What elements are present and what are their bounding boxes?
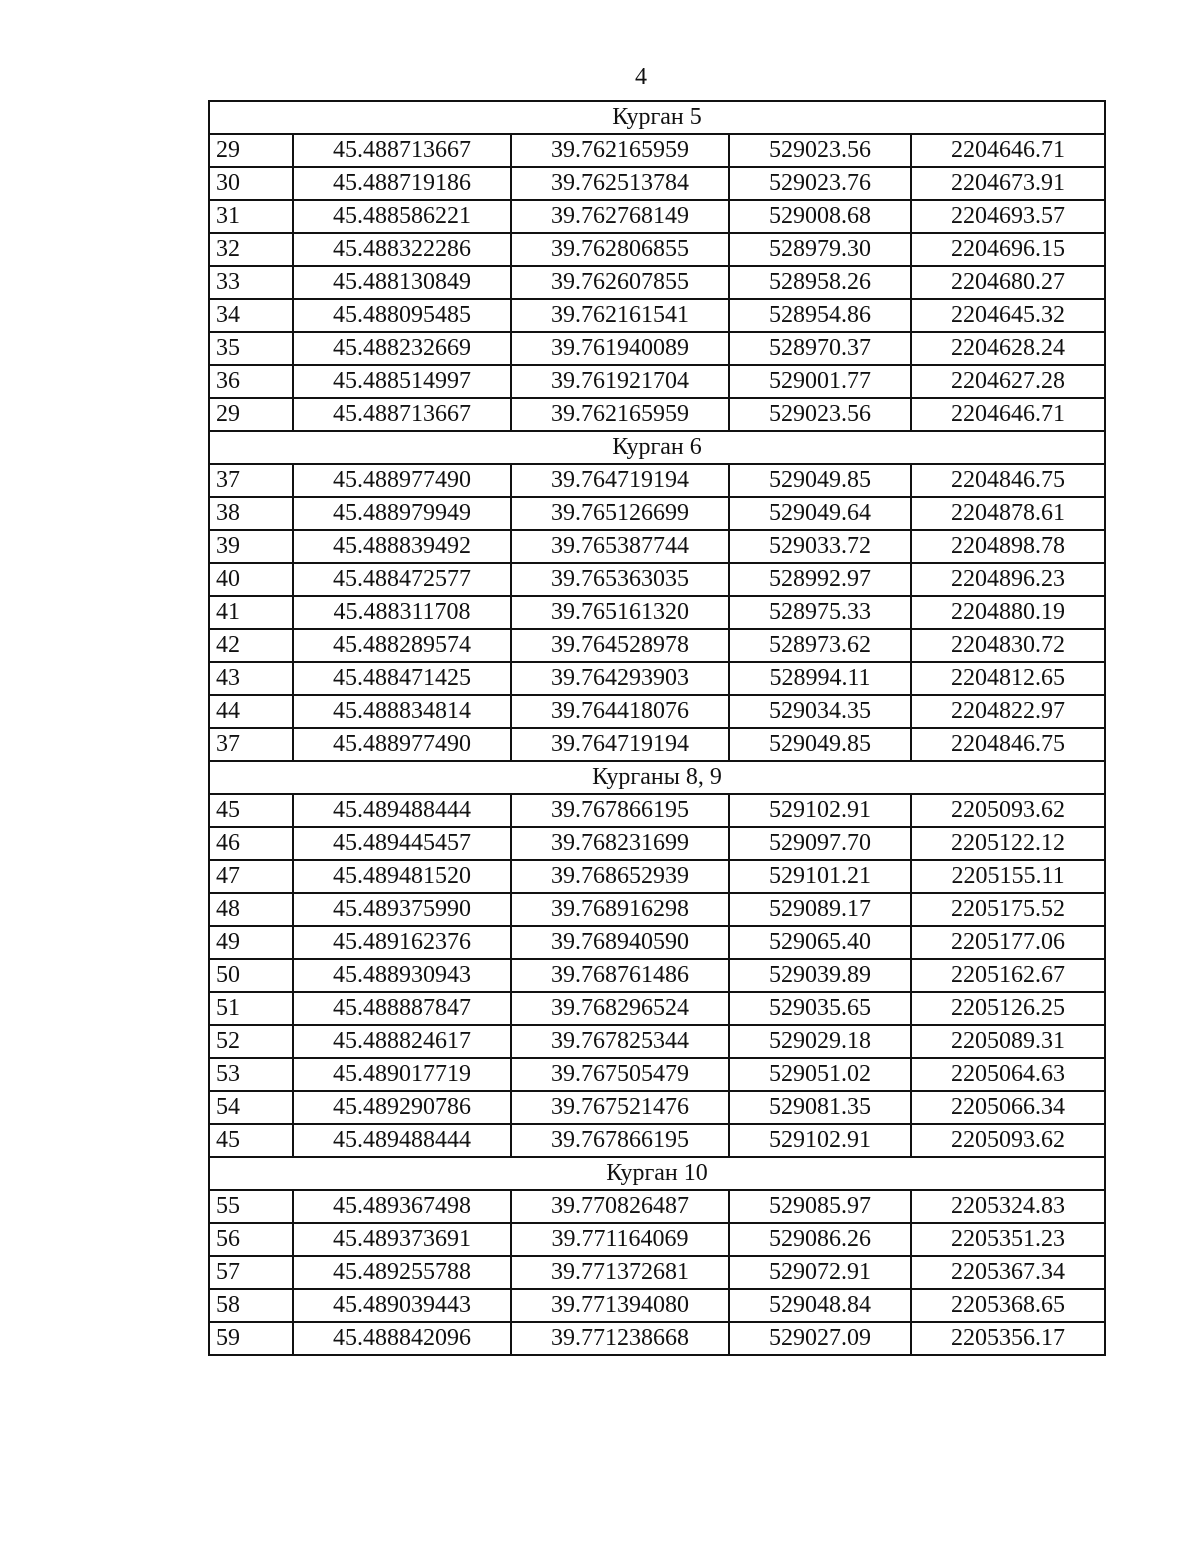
- x-coordinate-cell: 529051.02: [729, 1058, 911, 1091]
- x-coordinate-cell: 528970.37: [729, 332, 911, 365]
- latitude-cell: 45.488713667: [293, 134, 511, 167]
- latitude-cell: 45.488472577: [293, 563, 511, 596]
- x-coordinate-cell: 529049.64: [729, 497, 911, 530]
- x-coordinate-cell: 529102.91: [729, 1124, 911, 1157]
- point-number-cell: 37: [209, 464, 293, 497]
- latitude-cell: 45.489255788: [293, 1256, 511, 1289]
- latitude-cell: 45.489367498: [293, 1190, 511, 1223]
- latitude-cell: 45.488887847: [293, 992, 511, 1025]
- y-coordinate-cell: 2205356.17: [911, 1322, 1105, 1355]
- table-row: [209, 794, 1105, 827]
- point-number-cell: 46: [209, 827, 293, 860]
- longitude-cell: 39.770826487: [511, 1190, 729, 1223]
- y-coordinate-cell: 2205162.67: [911, 959, 1105, 992]
- point-number-cell: 51: [209, 992, 293, 1025]
- table-row: [209, 1190, 1105, 1223]
- y-coordinate-cell: 2204646.71: [911, 398, 1105, 431]
- point-number-cell: 39: [209, 530, 293, 563]
- section-title: Курган 5: [209, 101, 1105, 134]
- latitude-cell: 45.488289574: [293, 629, 511, 662]
- x-coordinate-cell: 528975.33: [729, 596, 911, 629]
- table-row: [209, 266, 1105, 299]
- section-title: Курганы 8, 9: [209, 761, 1105, 794]
- y-coordinate-cell: 2205155.11: [911, 860, 1105, 893]
- table-row: [209, 497, 1105, 530]
- latitude-cell: 45.489488444: [293, 794, 511, 827]
- point-number-cell: 37: [209, 728, 293, 761]
- longitude-cell: 39.768652939: [511, 860, 729, 893]
- x-coordinate-cell: 529081.35: [729, 1091, 911, 1124]
- y-coordinate-cell: 2204696.15: [911, 233, 1105, 266]
- longitude-cell: 39.764418076: [511, 695, 729, 728]
- y-coordinate-cell: 2205093.62: [911, 1124, 1105, 1157]
- latitude-cell: 45.488471425: [293, 662, 511, 695]
- point-number-cell: 50: [209, 959, 293, 992]
- y-coordinate-cell: 2204846.75: [911, 464, 1105, 497]
- table-row: [209, 299, 1105, 332]
- x-coordinate-cell: 528994.11: [729, 662, 911, 695]
- latitude-cell: 45.489488444: [293, 1124, 511, 1157]
- longitude-cell: 39.765387744: [511, 530, 729, 563]
- latitude-cell: 45.488824617: [293, 1025, 511, 1058]
- x-coordinate-cell: 529029.18: [729, 1025, 911, 1058]
- point-number-cell: 33: [209, 266, 293, 299]
- latitude-cell: 45.489481520: [293, 860, 511, 893]
- latitude-cell: 45.488713667: [293, 398, 511, 431]
- table-row: [209, 1289, 1105, 1322]
- latitude-cell: 45.488834814: [293, 695, 511, 728]
- x-coordinate-cell: 529034.35: [729, 695, 911, 728]
- latitude-cell: 45.489445457: [293, 827, 511, 860]
- table-row: [209, 1058, 1105, 1091]
- x-coordinate-cell: 529085.97: [729, 1190, 911, 1223]
- latitude-cell: 45.489375990: [293, 893, 511, 926]
- longitude-cell: 39.771372681: [511, 1256, 729, 1289]
- page-number: 4: [635, 64, 647, 90]
- longitude-cell: 39.764719194: [511, 464, 729, 497]
- longitude-cell: 39.762768149: [511, 200, 729, 233]
- latitude-cell: 45.489017719: [293, 1058, 511, 1091]
- x-coordinate-cell: 528954.86: [729, 299, 911, 332]
- point-number-cell: 47: [209, 860, 293, 893]
- x-coordinate-cell: 528973.62: [729, 629, 911, 662]
- point-number-cell: 34: [209, 299, 293, 332]
- x-coordinate-cell: 529097.70: [729, 827, 911, 860]
- table-row: [209, 1025, 1105, 1058]
- point-number-cell: 41: [209, 596, 293, 629]
- y-coordinate-cell: 2204896.23: [911, 563, 1105, 596]
- x-coordinate-cell: 529035.65: [729, 992, 911, 1025]
- section-header-row: [209, 101, 1105, 134]
- y-coordinate-cell: 2204680.27: [911, 266, 1105, 299]
- point-number-cell: 43: [209, 662, 293, 695]
- latitude-cell: 45.488977490: [293, 728, 511, 761]
- coordinates-table-body: [209, 101, 1105, 1355]
- point-number-cell: 36: [209, 365, 293, 398]
- y-coordinate-cell: 2205066.34: [911, 1091, 1105, 1124]
- latitude-cell: 45.488586221: [293, 200, 511, 233]
- longitude-cell: 39.768761486: [511, 959, 729, 992]
- table-row: [209, 233, 1105, 266]
- longitude-cell: 39.762806855: [511, 233, 729, 266]
- longitude-cell: 39.771394080: [511, 1289, 729, 1322]
- longitude-cell: 39.762165959: [511, 134, 729, 167]
- y-coordinate-cell: 2205324.83: [911, 1190, 1105, 1223]
- point-number-cell: 29: [209, 134, 293, 167]
- table-row: [209, 530, 1105, 563]
- y-coordinate-cell: 2204878.61: [911, 497, 1105, 530]
- latitude-cell: 45.489162376: [293, 926, 511, 959]
- table-row: [209, 563, 1105, 596]
- longitude-cell: 39.765363035: [511, 563, 729, 596]
- table-row: [209, 167, 1105, 200]
- coordinates-table: [208, 100, 1106, 1356]
- y-coordinate-cell: 2205126.25: [911, 992, 1105, 1025]
- latitude-cell: 45.488130849: [293, 266, 511, 299]
- point-number-cell: 29: [209, 398, 293, 431]
- latitude-cell: 45.488232669: [293, 332, 511, 365]
- longitude-cell: 39.768916298: [511, 893, 729, 926]
- longitude-cell: 39.771164069: [511, 1223, 729, 1256]
- x-coordinate-cell: 529033.72: [729, 530, 911, 563]
- longitude-cell: 39.764528978: [511, 629, 729, 662]
- table-row: [209, 464, 1105, 497]
- x-coordinate-cell: 529023.76: [729, 167, 911, 200]
- point-number-cell: 56: [209, 1223, 293, 1256]
- point-number-cell: 44: [209, 695, 293, 728]
- y-coordinate-cell: 2205064.63: [911, 1058, 1105, 1091]
- y-coordinate-cell: 2205351.23: [911, 1223, 1105, 1256]
- section-header-row: [209, 431, 1105, 464]
- table-row: [209, 662, 1105, 695]
- longitude-cell: 39.761921704: [511, 365, 729, 398]
- longitude-cell: 39.765126699: [511, 497, 729, 530]
- x-coordinate-cell: 528979.30: [729, 233, 911, 266]
- longitude-cell: 39.768940590: [511, 926, 729, 959]
- x-coordinate-cell: 529102.91: [729, 794, 911, 827]
- y-coordinate-cell: 2205367.34: [911, 1256, 1105, 1289]
- latitude-cell: 45.488719186: [293, 167, 511, 200]
- longitude-cell: 39.767521476: [511, 1091, 729, 1124]
- point-number-cell: 58: [209, 1289, 293, 1322]
- y-coordinate-cell: 2204898.78: [911, 530, 1105, 563]
- latitude-cell: 45.489290786: [293, 1091, 511, 1124]
- point-number-cell: 54: [209, 1091, 293, 1124]
- point-number-cell: 48: [209, 893, 293, 926]
- table-row: [209, 1256, 1105, 1289]
- x-coordinate-cell: 528958.26: [729, 266, 911, 299]
- point-number-cell: 38: [209, 497, 293, 530]
- table-row: [209, 1124, 1105, 1157]
- x-coordinate-cell: 529065.40: [729, 926, 911, 959]
- point-number-cell: 52: [209, 1025, 293, 1058]
- longitude-cell: 39.765161320: [511, 596, 729, 629]
- y-coordinate-cell: 2204628.24: [911, 332, 1105, 365]
- longitude-cell: 39.767825344: [511, 1025, 729, 1058]
- table-row: [209, 365, 1105, 398]
- longitude-cell: 39.767866195: [511, 794, 729, 827]
- longitude-cell: 39.767505479: [511, 1058, 729, 1091]
- y-coordinate-cell: 2204880.19: [911, 596, 1105, 629]
- x-coordinate-cell: 529089.17: [729, 893, 911, 926]
- y-coordinate-cell: 2204646.71: [911, 134, 1105, 167]
- y-coordinate-cell: 2205368.65: [911, 1289, 1105, 1322]
- table-row: [209, 332, 1105, 365]
- table-row: [209, 827, 1105, 860]
- y-coordinate-cell: 2204627.28: [911, 365, 1105, 398]
- point-number-cell: 45: [209, 1124, 293, 1157]
- y-coordinate-cell: 2204673.91: [911, 167, 1105, 200]
- section-title: Курган 10: [209, 1157, 1105, 1190]
- point-number-cell: 42: [209, 629, 293, 662]
- x-coordinate-cell: 529027.09: [729, 1322, 911, 1355]
- point-number-cell: 31: [209, 200, 293, 233]
- table-row: [209, 860, 1105, 893]
- point-number-cell: 55: [209, 1190, 293, 1223]
- point-number-cell: 30: [209, 167, 293, 200]
- longitude-cell: 39.767866195: [511, 1124, 729, 1157]
- latitude-cell: 45.489373691: [293, 1223, 511, 1256]
- point-number-cell: 49: [209, 926, 293, 959]
- point-number-cell: 40: [209, 563, 293, 596]
- table-row: [209, 926, 1105, 959]
- x-coordinate-cell: 529039.89: [729, 959, 911, 992]
- point-number-cell: 53: [209, 1058, 293, 1091]
- table-row: [209, 1322, 1105, 1355]
- x-coordinate-cell: 529049.85: [729, 464, 911, 497]
- section-title: Курган 6: [209, 431, 1105, 464]
- latitude-cell: 45.489039443: [293, 1289, 511, 1322]
- y-coordinate-cell: 2205093.62: [911, 794, 1105, 827]
- longitude-cell: 39.768231699: [511, 827, 729, 860]
- y-coordinate-cell: 2204846.75: [911, 728, 1105, 761]
- latitude-cell: 45.488979949: [293, 497, 511, 530]
- x-coordinate-cell: 529023.56: [729, 134, 911, 167]
- longitude-cell: 39.771238668: [511, 1322, 729, 1355]
- latitude-cell: 45.488322286: [293, 233, 511, 266]
- x-coordinate-cell: 529072.91: [729, 1256, 911, 1289]
- table-row: [209, 134, 1105, 167]
- x-coordinate-cell: 529049.85: [729, 728, 911, 761]
- table-row: [209, 200, 1105, 233]
- latitude-cell: 45.488839492: [293, 530, 511, 563]
- y-coordinate-cell: 2204830.72: [911, 629, 1105, 662]
- longitude-cell: 39.768296524: [511, 992, 729, 1025]
- table-row: [209, 398, 1105, 431]
- x-coordinate-cell: 529086.26: [729, 1223, 911, 1256]
- longitude-cell: 39.762607855: [511, 266, 729, 299]
- latitude-cell: 45.488311708: [293, 596, 511, 629]
- y-coordinate-cell: 2204693.57: [911, 200, 1105, 233]
- y-coordinate-cell: 2205122.12: [911, 827, 1105, 860]
- x-coordinate-cell: 529023.56: [729, 398, 911, 431]
- y-coordinate-cell: 2205089.31: [911, 1025, 1105, 1058]
- table-row: [209, 728, 1105, 761]
- longitude-cell: 39.762161541: [511, 299, 729, 332]
- y-coordinate-cell: 2204812.65: [911, 662, 1105, 695]
- table-row: [209, 629, 1105, 662]
- latitude-cell: 45.488514997: [293, 365, 511, 398]
- table-row: [209, 1091, 1105, 1124]
- x-coordinate-cell: 529008.68: [729, 200, 911, 233]
- y-coordinate-cell: 2204645.32: [911, 299, 1105, 332]
- latitude-cell: 45.488930943: [293, 959, 511, 992]
- latitude-cell: 45.488842096: [293, 1322, 511, 1355]
- point-number-cell: 57: [209, 1256, 293, 1289]
- x-coordinate-cell: 528992.97: [729, 563, 911, 596]
- table-row: [209, 596, 1105, 629]
- table-row: [209, 959, 1105, 992]
- longitude-cell: 39.762165959: [511, 398, 729, 431]
- point-number-cell: 35: [209, 332, 293, 365]
- latitude-cell: 45.488977490: [293, 464, 511, 497]
- x-coordinate-cell: 529001.77: [729, 365, 911, 398]
- longitude-cell: 39.764293903: [511, 662, 729, 695]
- y-coordinate-cell: 2204822.97: [911, 695, 1105, 728]
- x-coordinate-cell: 529101.21: [729, 860, 911, 893]
- table-row: [209, 1223, 1105, 1256]
- longitude-cell: 39.761940089: [511, 332, 729, 365]
- section-header-row: [209, 761, 1105, 794]
- point-number-cell: 45: [209, 794, 293, 827]
- point-number-cell: 32: [209, 233, 293, 266]
- table-row: [209, 893, 1105, 926]
- y-coordinate-cell: 2205175.52: [911, 893, 1105, 926]
- table-row: [209, 992, 1105, 1025]
- y-coordinate-cell: 2205177.06: [911, 926, 1105, 959]
- longitude-cell: 39.762513784: [511, 167, 729, 200]
- longitude-cell: 39.764719194: [511, 728, 729, 761]
- x-coordinate-cell: 529048.84: [729, 1289, 911, 1322]
- table-row: [209, 695, 1105, 728]
- latitude-cell: 45.488095485: [293, 299, 511, 332]
- section-header-row: [209, 1157, 1105, 1190]
- point-number-cell: 59: [209, 1322, 293, 1355]
